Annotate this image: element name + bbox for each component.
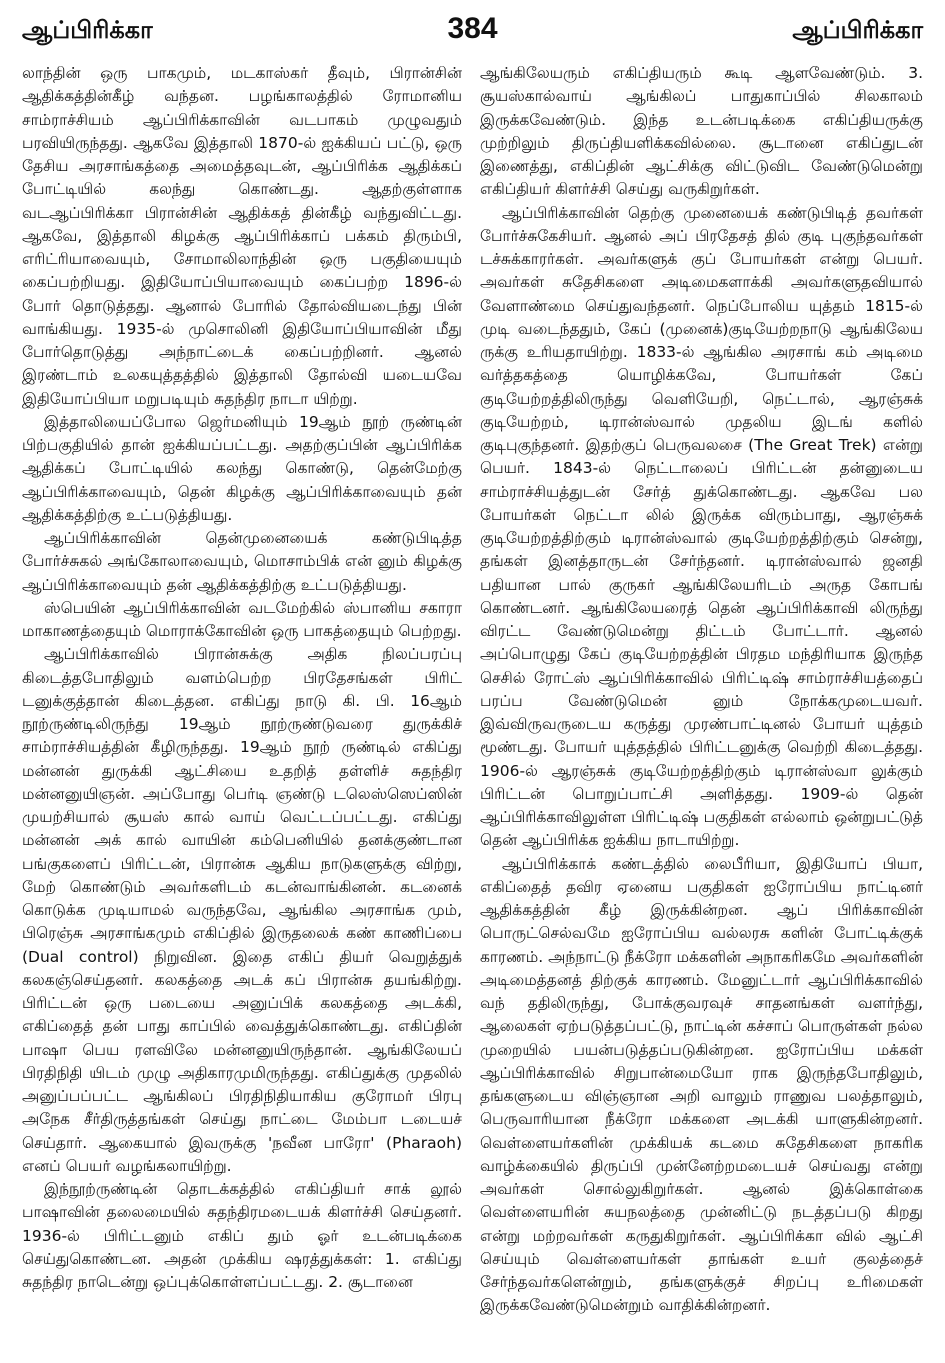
paragraph: லாந்தின் ஒரு பாகமும், மடகாஸ்கர் தீவும், பிரான்சின் ஆதிக்கத்தின்கீழ் வந்தன. பழங்காலத்தில் ரோமானிய சாம்ராச்சியம் ஆப்பிரிக்காவின் வடபாகம் முழுவதும் பரவியிருந்தது. ஆகவே இத்தாலி 1870-ல் ஐக்கியப் பட்டு, ஒரு தேசிய அரசாங்கத்தை அமைத்தவுடன், ஆப்பிரிக்க ஆதிக்கப் போட்டியில் கலந்து கொண்டது. ஆதற்குள்ளாக வடஆப்பிரிக்கா பிரான்சின் ஆதிக்கத் தின்கீழ் வந்துவிட்டது. ஆகவே, இத்தாலி கிழக்கு ஆப்பிரிக்காப் பக்கம் திரும்பி, எரிட்ரியாவையும், சோமாலிலாந்தின் ஒரு பகுதியையும் கைப்பற்றியது. இதியோப்பியாவையும் கைப்பற்ற 1896-ல் போர் தொடுத்தது. ஆனால் போரில் தோல்வியடைந்து பின் வாங்கியது. 1935-ல் முசொலினி இதியோப்பியாவின் மீது போர்தொடுத்து அந்நாட்டைக் கைப்பற்றினர். ஆனல் இரண்டாம் உலகயுத்தத்தில் இத்தாலி தோல்வி யடையவே இதியோப்பியா மறுபடியும் சுதந்திர நாடா யிற்று. <box>22 64 462 408</box>
running-title-right: ஆப்பிரிக்கா <box>792 16 923 44</box>
paragraph: ஆப்பிரிக்காவில் பிரான்சுக்கு அதிக நிலப்பரப்பு கிடைத்தபோதிலும் வளம்பெற்ற பிரதேசங்கள் பிரிட் டனுக்குத்தான் கிடைத்தன. எகிப்து நாடு கி. பி. 16ஆம் நூற்ருண்டிலிருந்து 19ஆம் நூற்ருண்டுவரை துருக்கிச் சாம்ராச்சியத்தின் கீழிருந்தது. 19ஆம் நூற் ருண்டில் எகிப்து மன்னன் துருக்கி ஆட்சியை உதறித் தள்ளிச் சுதந்திர மன்னனுயிஞன். அப்போது பெர்டி ஞண்டு டலெஸ்ஸெப்ஸின் முயற்சியால் சூயஸ் கால் வாய் வெட்டப்பட்டது. எகிப்து மன்னன் அக் கால் வாயின் கம்பெனியில் தனக்குண்டான பங்குகளைப் பிரிட்டன், பிரான்சு ஆகிய நாடுகளுக்கு விற்று, மேற் கொண்டும் அவர்களிடம் கடன்வாங்கினன். கடனைக் கொடுக்க முடியாமல் வருந்தவே, ஆங்கில அரசாங்க மும், பிரெஞ்சு அரசாங்கமும் எகிப்தில் இருதலைக் கண் காணிப்பை (Dual control) நிறுவின. இதை எகிப் தியர் வெறுத்துக் கலகஞ்செய்தனர். கலகத்தை அடக் கப் பிரான்சு தயங்கிற்று. பிரிட்டன் ஒரு படையை அனுப்பிக் கலகத்தை அடக்கி, எகிப்தைத் தன் பாது காப்பில் வைத்துக்கொண்டது. எகிப்தின் பாஷா பெய ரளவிலே மன்னனுயிருந்தான். ஆங்கிலேயப் பிரதிநிதி யிடம் முழு அதிகாரமுமிருந்தது. எகிப்துக்கு முதலில் அனுப்பப்பட்ட ஆங்கிலப் பிரதிநிதியாகிய குரோமர் பிரபு அநேக சீர்திருத்தங்கள் செய்து நாட்டை மேம்பா டடையச் செய்தார். ஆகையால் இவருக்கு 'நவீன பாரோ' (Pharaoh) எனப் பெயர் வழங்கலாயிற்று. <box>22 645 462 1175</box>
paragraph: இந்நூற்ருண்டின் தொடக்கத்தில் எகிப்தியர் சாக் லூல் பாஷாவின் தலைமையில் சுதந்திரமடையக் கிளர்ச்சி செய்தனர். 1936-ல் பிரிட்டனும் எகிப் தும் ஓர் உடன்படிக்கை செய்துகொண்டன. அதன் முக்கிய ஷரத்துக்கள்: 1. எகிப்து சுதந்திர நாடென்று ஒப்புக்கொள்ளப்பட்டது. 2. சூடானை <box>22 1180 462 1291</box>
page-number: 384 <box>447 12 498 45</box>
paragraph: ஆப்பிரிக்காவின் தென்முனையைக் கண்டுபிடித்த போர்ச்சுகல் அங்கோலாவையும், மொசாம்பிக் என் னும் கிழக்கு ஆப்பிரிக்காவையும் தன் ஆதிக்கத்திற்கு உட்படுத்தியது. <box>22 529 462 594</box>
paragraph: இத்தாலியைப்போல ஜெர்மனியும் 19ஆம் நூற் ருண்டின் பிற்பகுதியில் தான் ஐக்கியப்பட்டது. அதற்குப்பின் ஆப்பிரிக்க ஆதிக்கப் போட்டியில் கலந்து கொண்டு, தென்மேற்கு ஆப்பிரிக்காவையும், தென் கிழக்கு ஆப்பிரிக்காவையும் தன் ஆதிக்கத்திற்கு உட்படுத்தியது. <box>22 412 462 524</box>
paragraph: ஸ்பெயின் ஆப்பிரிக்காவின் வடமேற்கில் ஸ்பானிய சகாரா மாகாணத்தையும் மொராக்கோவின் ஒரு பாகத்தையும் பெற்றது. <box>22 598 462 640</box>
paragraph: ஆப்பிரிக்காக் கண்டத்தில் லைபீரியா, இதியோப் பியா, எகிப்தைத் தவிர ஏனைய பகுதிகள் ஐரோப்பிய நாட்டினர் ஆதிக்கத்தின் கீழ் இருக்கின்றன. ஆப் பிரிக்காவின் பொருட்செல்வமே ஐரோப்பிய வல்லரசு களின் போட்டிக்குக் காரணம். அந்நாட்டு நீக்ரோ மக்களின் அநாகரிகமே அவர்களின் அடிமைத்தனத் திற்குக் காரணம். மேனுட்டார் ஆப்பிரிக்காவில் வந் ததிலிருந்து, போக்குவரவுச் சாதனங்கள் வளர்ந்து, ஆலைகள் ஏற்படுத்தப்பட்டு, நாட்டின் கச்சாப் பொருள்கள் நல்ல முறையில் பயன்படுத்தப்படுகின்றன. ஐரோப்பிய மக்கள் ஆப்பிரிக்காவில் சிறுபான்மையோ ராக இருந்தபோதிலும், தங்களுடைய விஞ்ஞான அறி வாலும் ராணுவ பலத்தாலும், பெருவாரியான நீக்ரோ மக்களை அடக்கி யாளுகின்றனர். வெள்ளையர்களின் முக்கியக் கடமை சுதேசிகளை நாகரிக வாழ்க்கையில் திருப்பி முன்னேற்றமடையச் செய்வது என்று அவர்கள் சொல்லுகிறுர்கள். ஆனல் இக்கொள்கை வெள்ளையரின் சுயநலத்தை முன்னிட்டு நடத்தப்படு கிறது என்று மற்றவர்கள் கருதுகிறுர்கள். ஆப்பிரிக்கா வில் ஆட்சி செய்யும் வெள்ளையர்கள் தாங்கள் உயர் குலத்தைச் சேர்ந்தவர்களென்றும், தங்களுக்குச் சிறப்பு உரிமைகள் இருக்கவேண்டுமென்றும் வாதிக்கின்றனர். <box>480 854 923 1315</box>
text-columns <box>22 62 923 1357</box>
paragraph: ஆப்பிரிக்காவின் தெற்கு முனையைக் கண்டுபிடித் தவர்கள் போர்ச்சுகேசியர். ஆனல் அப் பிரதேசத் தில் குடி புகுந்தவர்கள் டச்சுக்காரர்கள். அவர்களுக் குப் போயர்கள் என்று பெயர். அவர்கள் சுதேசிகளை அடிமைகளாக்கி அவர்களுதவியால் வேளாண்மை செய்துவந்தனர். நெப்போலிய யுத்தம் 1815-ல் முடி வடைந்ததும், கேப் (முனைக்)குடியேற்றநாடு ஆங்கிலேய ருக்கு உரியதாயிற்று. 1833-ல் ஆங்கில அரசாங் கம் அடிமை வர்த்தகத்தை யொழிக்கவே, போயர்கள் கேப் குடியேற்றத்திலிருந்து வெளியேறி, நெட்டால், ஆரஞ்சுக் குடியேற்றம், டிரான்ஸ்வால் முதலிய இடங் களில் குடிபுகுந்தனர். இதற்குப் பெருவலசை (The Great Trek) என்று பெயர். 1843-ல் நெட்டாலைப் பிரிட்டன் தன்னுடைய சாம்ராச்சியத்துடன் சேர்த் துக்கொண்டது. ஆகவே பல போயர்கள் நெட்டா லில் இருக்க விரும்பாது, ஆரஞ்சுக் குடியேற்றத்திற்கும் டிரான்ஸ்வால் குடியேற்றத்திற்கும் சென்று, தங்கள் இனத்தாருடன் சேர்ந்தனர். டிரான்ஸ்வால் ஜனதி பதியான பால் குருகர் ஆங்கிலேயரிடம் அருத கோபங் கொண்டனர். ஆங்கிலேயரைத் தென் ஆப்பிரிக்காவி லிருந்து விரட்ட வேண்டுமென்று திட்டம் போட்டார். ஆனல் அப்பொழுது கேப் குடியேற்றத்தின் பிரதம மந்திரியாக இருந்த செசில் ரோட்ஸ் ஆப்பிரிக்காவில் பிரிட்டிஷ் சாம்ராச்சியத்தைப் பரப்ப வேண்டுமென் னும் நோக்கமுடையவர். இவ்விருவருடைய கருத்து முரண்பாட்டினல் போயர் யுத்தம் மூண்டது. போயர் யுத்தத்தில் பிரிட்டனுக்கு வெற்றி கிடைத்தது. 1906-ல் ஆரஞ்சுக் குடியேற்றத்திற்கும் டிரான்ஸ்வா லுக்கும் பிரிட்டன் பொறுப்பாட்சி அளித்தது. 1909-ல் தென் ஆப்பிரிக்காவிலுள்ள பிரிட்டிஷ் பகுதிகள் எல்லாம் ஒன்றுபட்டுத் தென் ஆப்பிரிக்க ஐக்கிய நாடாயிற்று. <box>480 203 923 850</box>
page-header <box>22 10 923 56</box>
paragraph: ஆங்கிலேயரும் எகிப்தியரும் கூடி ஆளவேண்டும். 3. சூயஸ்கால்வாய் ஆங்கிலப் பாதுகாப்பில் சிலகாலம் இருக்கவேண்டும். இந்த உடன்படிக்கை எகிப்தியருக்கு முற்றிலும் திருப்தியளிக்கவில்லை. சூடானை எகிப்துடன் இணைத்து, எகிப்தின் ஆட்சிக்கு விட்டுவிட வேண்டுமென்று எகிப்தியர் கிளர்ச்சி செய்து வருகிறுர்கள். <box>480 64 923 199</box>
left-column <box>22 62 462 1357</box>
right-column <box>480 62 923 1357</box>
running-title-left: ஆப்பிரிக்கா <box>22 16 153 44</box>
